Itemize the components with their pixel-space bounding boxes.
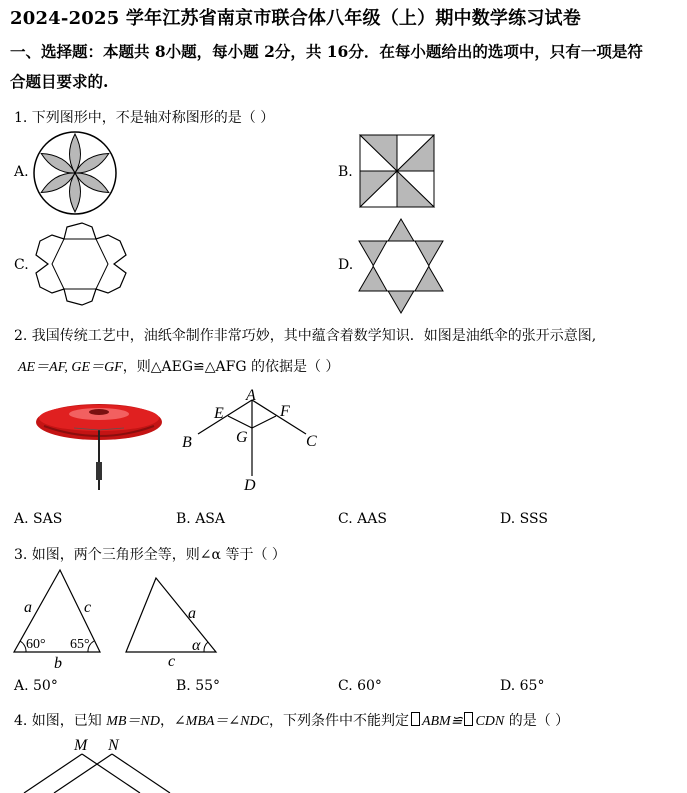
q2-label-e: E xyxy=(214,405,224,422)
q2-label-a: A xyxy=(246,387,256,404)
q2-tail: ，则△AEG≌△AFG 的依据是（ ） xyxy=(122,359,340,375)
q3-triangle-right xyxy=(124,574,222,670)
q2-option-a: A. SAS xyxy=(14,511,63,527)
question-2-stem: 2. 我国传统工艺中，油纸伞制作非常巧妙，其中蕴含着数学知识．如图是油纸伞的张开示意图, xyxy=(14,328,597,344)
q3-right-label-c: c xyxy=(168,653,176,670)
q3-left-label-c: c xyxy=(84,599,92,616)
q2-option-d: D. SSS xyxy=(500,511,548,527)
q4-label-n: N xyxy=(108,737,119,754)
q4-missing-glyph-1 xyxy=(411,712,420,726)
question-1-stem: 1. 下列图形中，不是轴对称图形的是（ ） xyxy=(14,110,275,126)
q4-math-1: MB＝ND xyxy=(106,714,160,729)
q4-missing-glyph-2 xyxy=(464,712,473,726)
q1-option-c-label: C. xyxy=(14,257,29,273)
q3-option-d: D. 65° xyxy=(500,678,545,694)
question-2-stem-line2 xyxy=(18,356,339,376)
page-title: 2024-2025 学年江苏省南京市联合体八年级（上）期中数学练习试卷 xyxy=(10,8,581,29)
q2-option-b: B. ASA xyxy=(176,511,225,527)
q4-math-3: ABM≌ xyxy=(421,714,463,729)
q4-diagram xyxy=(20,734,170,793)
q3-angle-60: 60° xyxy=(26,637,46,652)
q3-angle-65: 65° xyxy=(70,637,90,652)
section-heading-line2: 合题目要求的. xyxy=(10,72,109,91)
question-4-stem xyxy=(14,710,569,730)
q3-option-a: A. 50° xyxy=(14,678,58,694)
q1-option-b-label: B. xyxy=(338,164,353,180)
q4-stem-pre: 4. 如图，已知 xyxy=(14,713,107,729)
q3-left-label-b: b xyxy=(54,655,62,672)
q4-label-m: M xyxy=(74,737,88,754)
q4-math-4: CDN xyxy=(475,714,505,729)
q1-figure-b-pinwheel xyxy=(359,134,435,208)
q3-option-c: C. 60° xyxy=(338,678,382,694)
q4-stem-mid: ， xyxy=(159,713,174,729)
q3-right-label-a: a xyxy=(188,605,196,622)
q3-triangle-left xyxy=(12,566,108,670)
q1-figure-d-hexagram xyxy=(357,217,445,315)
q1-option-a-label: A. xyxy=(14,164,29,180)
q2-label-c: C xyxy=(306,433,317,450)
q3-option-b: B. 55° xyxy=(176,678,221,694)
q1-option-d-label: D. xyxy=(338,257,354,273)
q2-condition: AE＝AF, GE＝GF xyxy=(18,360,123,375)
q3-left-label-a: a xyxy=(24,599,32,616)
q3-right-label-alpha: α xyxy=(192,637,201,654)
q2-option-c: C. AAS xyxy=(338,511,387,527)
q2-umbrella-photo xyxy=(34,400,164,492)
q2-diagram xyxy=(180,387,330,494)
q2-label-d: D xyxy=(244,477,256,494)
q4-math-2: ∠MBA＝∠NDC xyxy=(173,714,269,729)
section-heading-line1: 一、选择题：本题共 8小题，每小题 2分，共 16分．在每小题给出的选项中，只有一项是符 xyxy=(10,42,643,61)
q2-label-g: G xyxy=(236,429,248,446)
q1-figure-a-flower xyxy=(32,130,118,216)
q4-stem-post: ，下列条件中不能判定 xyxy=(268,713,409,729)
q2-label-b: B xyxy=(182,434,192,451)
question-3-stem: 3. 如图，两个三角形全等，则∠α 等于（ ） xyxy=(14,547,286,563)
q1-figure-c-hexagon-star xyxy=(34,221,130,307)
q4-stem-end: 的是（ ） xyxy=(504,713,570,729)
q2-label-f: F xyxy=(280,403,290,420)
